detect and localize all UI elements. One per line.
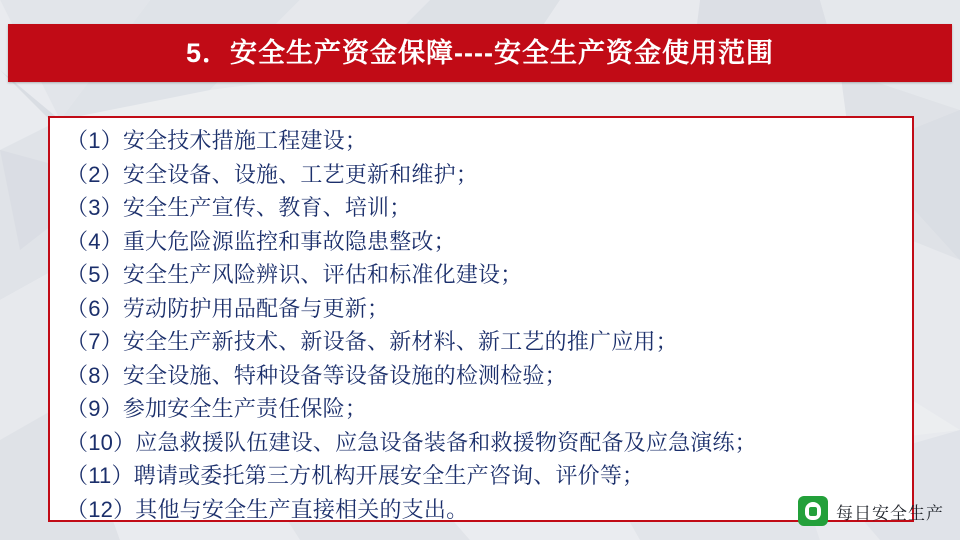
list-item: （1）安全技术措施工程建设； <box>66 128 368 153</box>
list-item: （3）安全生产宣传、教育、培训； <box>66 195 412 220</box>
list-item: （5）安全生产风险辨识、评估和标准化建设； <box>66 262 523 287</box>
list-item: （6）劳动防护用品配备与更新； <box>66 295 390 321</box>
scope-list <box>66 124 906 526</box>
list-item: （10）应急救援队伍建设、应急设备装备和救援物资配备及应急演练； <box>66 429 757 455</box>
page-title: 5．安全生产资金保障----安全生产资金使用范围 <box>186 38 774 68</box>
shield-icon <box>798 496 828 526</box>
watermark-label: 每日安全生产 <box>836 503 944 523</box>
list-item: （7）安全生产新技术、新设备、新材料、新工艺的推广应用； <box>66 329 678 354</box>
list-item: （11）聘请或委托第三方机构开展安全生产咨询、评价等； <box>66 463 645 488</box>
list-item: （12）其他与安全生产直接相关的支出。 <box>66 496 469 522</box>
list-item: （9）参加安全生产责任保险； <box>66 396 368 421</box>
list-item: （8）安全设施、特种设备等设备设施的检测检验； <box>66 362 567 388</box>
watermark <box>798 496 944 526</box>
list-item: （4）重大危险源监控和事故隐患整改； <box>66 228 456 254</box>
list-item: （2）安全设备、设施、工艺更新和维护； <box>66 161 479 187</box>
